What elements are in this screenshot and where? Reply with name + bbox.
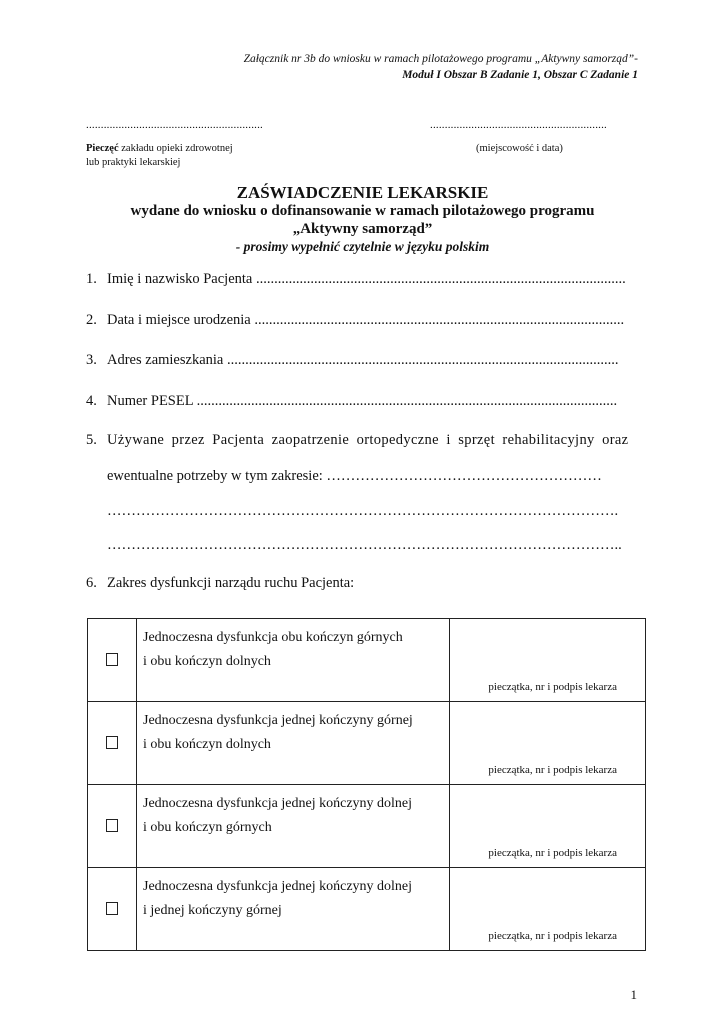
stamp-dotted-line[interactable]: ............................................................: [86, 119, 263, 131]
field-number: 4.: [86, 393, 97, 409]
stamp-label: [86, 143, 233, 154]
dysfunction-line1: Jednoczesna dysfunkcja obu kończyn górnych: [143, 630, 403, 645]
fill-instructions: - prosimy wypełnić czytelnie w języku polskim: [235, 239, 490, 254]
dysfunction-line2: i obu kończyn dolnych: [143, 737, 271, 752]
doctor-signature-cell[interactable]: [450, 619, 646, 702]
dysfunction-line1: Jednoczesna dysfunkcja jednej kończyny górnej: [143, 713, 413, 728]
dysfunction-line2: i obu kończyn górnych: [143, 820, 272, 835]
checkbox[interactable]: [106, 819, 118, 832]
document-subtitle-line1: wydane do wniosku o dofinansowanie w ramach pilotażowego programu: [130, 203, 595, 219]
table-row: [88, 868, 646, 951]
field-dysfunction-scope: [86, 575, 354, 592]
equipment-dotted-line[interactable]: …………………………………………………………………………………………….: [107, 503, 619, 519]
field-patient-name[interactable]: [86, 271, 626, 288]
field-label: Zakres dysfunkcji narządu ruchu Pacjenta:: [107, 575, 355, 591]
doctor-signature-cell[interactable]: [450, 785, 646, 868]
field-pesel[interactable]: [86, 393, 617, 410]
table-row: [88, 702, 646, 785]
signature-caption: pieczątka, nr i podpis lekarza: [488, 847, 617, 859]
field-address[interactable]: [86, 352, 618, 369]
place-date-dotted-line[interactable]: ............................................................: [430, 119, 607, 131]
field-number: 3.: [86, 352, 97, 368]
dysfunction-line2: i obu kończyn dolnych: [143, 654, 271, 669]
checkbox-cell: [88, 868, 137, 951]
document-subtitle-line2: „Aktywny samorząd”: [292, 221, 433, 237]
attachment-header-line2: Moduł I Obszar B Zadanie 1, Obszar C Zadanie 1: [402, 69, 638, 81]
stamp-label-bold: Pieczęć: [86, 143, 119, 154]
checkbox[interactable]: [106, 653, 118, 666]
signature-caption: pieczątka, nr i podpis lekarza: [488, 764, 617, 776]
dysfunction-description: [137, 785, 450, 868]
field-number: 1.: [86, 271, 97, 287]
field-label: Data i miejsce urodzenia ......................................................................................................: [107, 312, 625, 328]
field-birth-date-place[interactable]: [86, 312, 624, 329]
equipment-dotted-line[interactable]: ……………………………………………………………………………………………..: [107, 537, 622, 553]
equipment-needs-line[interactable]: ewentualne potrzeby w tym zakresie: …………………………………………………: [107, 468, 602, 484]
doctor-signature-cell[interactable]: [450, 868, 646, 951]
doctor-signature-cell[interactable]: [450, 702, 646, 785]
dysfunction-description: [137, 702, 450, 785]
field-label: Numer PESEL ....................................................................................................................: [107, 393, 618, 409]
attachment-header-line1: Załącznik nr 3b do wniosku w ramach pilotażowego programu „Aktywny samorząd”-: [243, 53, 638, 65]
dysfunction-line2: i jednej kończyny górnej: [143, 903, 282, 918]
table-row: [88, 785, 646, 868]
table-row: [88, 619, 646, 702]
stamp-label-line2: lub praktyki lekarskiej: [86, 157, 181, 168]
field-number: 5.: [86, 432, 97, 448]
field-number: 6.: [86, 575, 97, 591]
dysfunction-line1: Jednoczesna dysfunkcja jednej kończyny dolnej: [143, 796, 413, 811]
field-number: 2.: [86, 312, 97, 328]
stamp-label-rest: zakładu opieki zdrowotnej: [118, 143, 233, 154]
place-date-label: (miejscowość i data): [476, 143, 563, 154]
checkbox-cell: [88, 619, 137, 702]
checkbox-cell: [88, 702, 137, 785]
checkbox[interactable]: [106, 902, 118, 915]
signature-caption: pieczątka, nr i podpis lekarza: [488, 681, 617, 693]
dysfunction-table: [87, 618, 646, 951]
signature-caption: pieczątka, nr i podpis lekarza: [488, 930, 617, 942]
dysfunction-line1: Jednoczesna dysfunkcja jednej kończyny dolnej: [143, 879, 413, 894]
checkbox[interactable]: [106, 736, 118, 749]
field-label: Adres zamieszkania ............................................................................................................: [107, 352, 619, 368]
field-orthopedic-equipment[interactable]: [86, 432, 628, 449]
page-number: 1: [630, 987, 637, 1002]
document-title: ZAŚWIADCZENIE LEKARSKIE: [236, 183, 489, 202]
checkbox-cell: [88, 785, 137, 868]
field-label: Imię i nazwisko Pacjenta ......................................................................................................: [107, 271, 626, 287]
dysfunction-description: [137, 868, 450, 951]
dysfunction-description: [137, 619, 450, 702]
field-label: Używane przez Pacjenta zaopatrzenie ortopedyczne i sprzęt rehabilitacyjny oraz: [107, 432, 629, 448]
